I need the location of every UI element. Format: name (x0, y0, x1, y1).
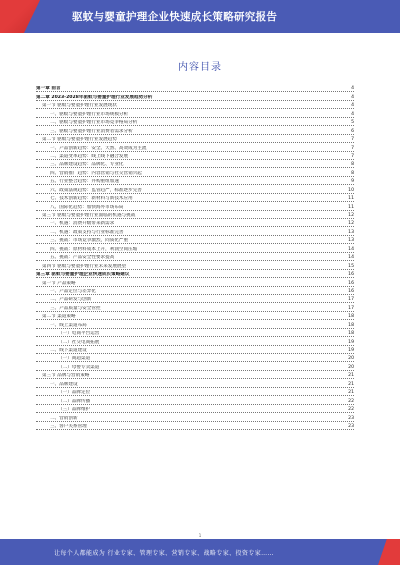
toc-entry-title: 第四节 驱蚊与婴童护理行业未来发展展望 (42, 263, 127, 269)
toc-entry-title: 一、产品定位与差异化 (50, 288, 96, 294)
toc-entry-page: 18 (348, 331, 354, 337)
toc-entry-title: 三、客户关系管理 (50, 423, 87, 429)
toc-entry-page: 17 (348, 305, 354, 311)
toc-entry[interactable] (36, 92, 354, 100)
toc-entry-title: 第一节 产品策略 (42, 280, 76, 286)
toc-entry[interactable] (36, 329, 354, 337)
toc-entry-title: 三、挑战：市场竞争激烈，同质化严重 (50, 238, 129, 244)
toc-entry[interactable] (36, 303, 354, 311)
toc-entry[interactable] (36, 84, 354, 92)
toc-entry-page: 7 (351, 153, 354, 159)
toc-entry[interactable] (36, 320, 354, 328)
toc-entry-title: 四、营销推广趋势：内容营销与社交营销兴起 (50, 170, 142, 176)
toc-entry-title: 二、营销创新 (50, 415, 78, 421)
toc-entry-title: 七、技术创新趋势：新材料与新技术应用 (50, 196, 133, 202)
toc-entry[interactable] (36, 118, 354, 126)
toc-entry-title: 第一节 驱蚊与婴童护理行业发展现状 (42, 103, 117, 109)
toc-entry-title: 二、渠道变革趋势：线上线下融合发展 (50, 153, 129, 159)
toc-entry-title: 一、线上渠道布局 (50, 322, 87, 328)
toc-entry[interactable] (36, 413, 354, 421)
toc-entry-page: 11 (348, 196, 354, 202)
toc-entry-page: 12 (348, 213, 354, 218)
toc-entry[interactable] (36, 109, 354, 117)
toc-entry-page: 12 (348, 221, 354, 227)
toc-entry-page: 20 (348, 356, 354, 362)
toc-heading: 内容目录 (178, 62, 222, 73)
toc-entry-page: 8 (351, 170, 354, 176)
toc-entry[interactable] (36, 362, 354, 370)
toc-entry-title: 第三节 品牌与营销策略 (42, 373, 90, 379)
toc-entry[interactable] (36, 160, 354, 168)
toc-entry[interactable] (36, 219, 354, 227)
toc-entry-page: 13 (348, 229, 354, 235)
toc-entry[interactable] (36, 287, 354, 295)
toc-entry[interactable] (36, 194, 354, 202)
toc-entry-title: 三、品牌建设趋势：品牌化、专业化 (50, 162, 124, 168)
toc-entry-page: 14 (348, 246, 354, 252)
toc-entry-page: 9 (351, 179, 354, 185)
toc-entry-page: 10 (348, 187, 354, 193)
toc-entry-title: 第二节 渠道策略 (42, 314, 76, 320)
toc-entry-title: （二）母婴专卖渠道 (58, 364, 100, 370)
toc-entry-title: 第三节 驱蚊与婴童护理行业面临的机遇与挑战 (42, 213, 136, 218)
toc-entry-title: 第一章 前言 (36, 86, 61, 92)
toc-entry[interactable] (36, 422, 354, 430)
toc-entry[interactable] (36, 354, 354, 362)
toc-entry[interactable] (36, 244, 354, 252)
toc-entry-page: 22 (348, 407, 354, 413)
toc-entry-title: （一）品牌定位 (58, 390, 91, 396)
toc-entry[interactable] (36, 227, 354, 235)
toc-entry-title: （二）社交电商拓展 (58, 339, 100, 345)
toc-entry[interactable] (36, 337, 354, 345)
toc-entry-page: 4 (351, 111, 354, 117)
toc-entry-title: 二、线下渠道建设 (50, 348, 87, 353)
toc-entry-title: 第二章 2023-2028年驱蚊与婴童护理行业发展趋势分析 (36, 94, 153, 100)
footer-slogan: 让每个人都能成为 行业专家、管理专家、营销专家、战略专家、投资专家…… (54, 550, 274, 557)
toc-entry-page: 18 (348, 314, 354, 320)
toc-entry-title: 五、挑战：产品安全性要求提高 (50, 255, 115, 261)
toc-entry-title: 一、品牌建设 (50, 381, 78, 387)
toc-entry[interactable] (36, 211, 354, 219)
toc-entry[interactable] (36, 346, 354, 354)
toc-entry-title: 六、政策法规趋势：监管趋严，标准逐步完善 (50, 187, 142, 193)
toc-entry-page: 4 (351, 86, 354, 92)
toc-entry[interactable] (36, 185, 354, 193)
toc-entry[interactable] (36, 236, 354, 244)
toc-entry-title: 三、产品质量与安全管控 (50, 305, 101, 311)
toc-entry-page: 21 (348, 390, 354, 396)
toc-entry-page: 4 (351, 94, 354, 100)
toc-entry[interactable] (36, 202, 354, 210)
toc-entry[interactable] (36, 371, 354, 379)
toc-entry-page: 19 (348, 348, 354, 353)
toc-entry-page: 15 (348, 263, 354, 269)
toc-entry[interactable] (36, 253, 354, 261)
toc-entry-title: （三）品牌维护 (58, 407, 91, 413)
toc-entry-title: （一）电商平台运营 (58, 331, 100, 337)
toc-entry-title: 五、行业整合趋势：并购重组加速 (50, 179, 119, 185)
toc-entry-title: （一）商超渠道 (58, 356, 91, 362)
toc-entry-title: 二、驱蚊与婴童护理行业市场竞争格局分析 (50, 120, 138, 126)
toc-entry-title: 四、挑战：原材料成本上升，利润空间压缩 (50, 246, 138, 252)
toc-entry-title: 一、产品创新趋势：安全、天然、高效成为主流 (50, 145, 147, 151)
page-number: 1 (198, 533, 202, 538)
toc-entry-title: 一、机遇：消费升级带来新需求 (50, 221, 115, 227)
toc-entry-page: 19 (348, 339, 354, 345)
toc-entry[interactable] (36, 278, 354, 286)
toc-entry-title: 二、产品研发与创新 (50, 297, 92, 303)
toc-entry[interactable] (36, 270, 354, 278)
toc-entry-page: 16 (348, 272, 354, 278)
toc-entry[interactable] (36, 295, 354, 303)
toc-entry-page: 5 (351, 120, 354, 126)
toc-entry-page: 21 (348, 381, 354, 387)
toc-entry[interactable] (36, 312, 354, 320)
toc-entry-page: 21 (348, 373, 354, 379)
toc-entry-page: 11 (348, 204, 354, 210)
toc-entry-title: 二、机遇：政策支持与行业标准完善 (50, 229, 124, 235)
toc-entry[interactable] (36, 126, 354, 134)
toc-entry-page: 7 (351, 137, 354, 143)
toc-entry[interactable] (36, 379, 354, 387)
toc-entry[interactable] (36, 396, 354, 404)
toc-entry-page: 18 (348, 322, 354, 328)
toc-entry-page: 17 (348, 297, 354, 303)
toc-entry-title: 三、驱蚊与婴童护理行业消费者需求分析 (50, 128, 133, 134)
toc-entry-title: 一、驱蚊与婴童护理行业市场规模分析 (50, 111, 129, 117)
toc-entry-page: 22 (348, 398, 354, 404)
toc-entry[interactable] (36, 177, 354, 185)
toc-entry-page: 23 (348, 423, 354, 429)
toc-entry[interactable] (36, 261, 354, 269)
toc-entry-page: 23 (348, 415, 354, 421)
toc-entry-page: 13 (348, 238, 354, 244)
toc-entry[interactable] (36, 405, 354, 413)
toc-entry[interactable] (36, 388, 354, 396)
toc-entry[interactable] (36, 152, 354, 160)
toc-entry-page: 16 (348, 280, 354, 286)
toc-entry-page: 20 (348, 364, 354, 370)
toc-entry-page: 7 (351, 145, 354, 151)
toc-entry[interactable] (36, 168, 354, 176)
toc-entry-title: 第二节 驱蚊与婴童护理行业发展趋势 (42, 137, 117, 143)
toc-entry-page: 6 (351, 128, 354, 134)
toc-entry[interactable] (36, 143, 354, 151)
toc-entry[interactable] (36, 101, 354, 109)
report-title: 驱蚊与婴童护理企业快速成长策略研究报告 (72, 11, 278, 23)
toc-entry-page: 4 (351, 103, 354, 109)
toc-entry[interactable] (36, 135, 354, 143)
toc-entry-page: 14 (348, 255, 354, 261)
toc-entry-title: 第三章 驱蚊与婴童护理企业快速成长策略建议 (36, 272, 130, 278)
table-of-contents (36, 84, 354, 430)
toc-entry-title: （二）品牌传播 (58, 398, 91, 404)
toc-entry-title: 八、国际化趋势：加快海外市场布局 (50, 204, 124, 210)
toc-entry-page: 8 (351, 162, 354, 168)
toc-entry-page: 16 (348, 288, 354, 294)
